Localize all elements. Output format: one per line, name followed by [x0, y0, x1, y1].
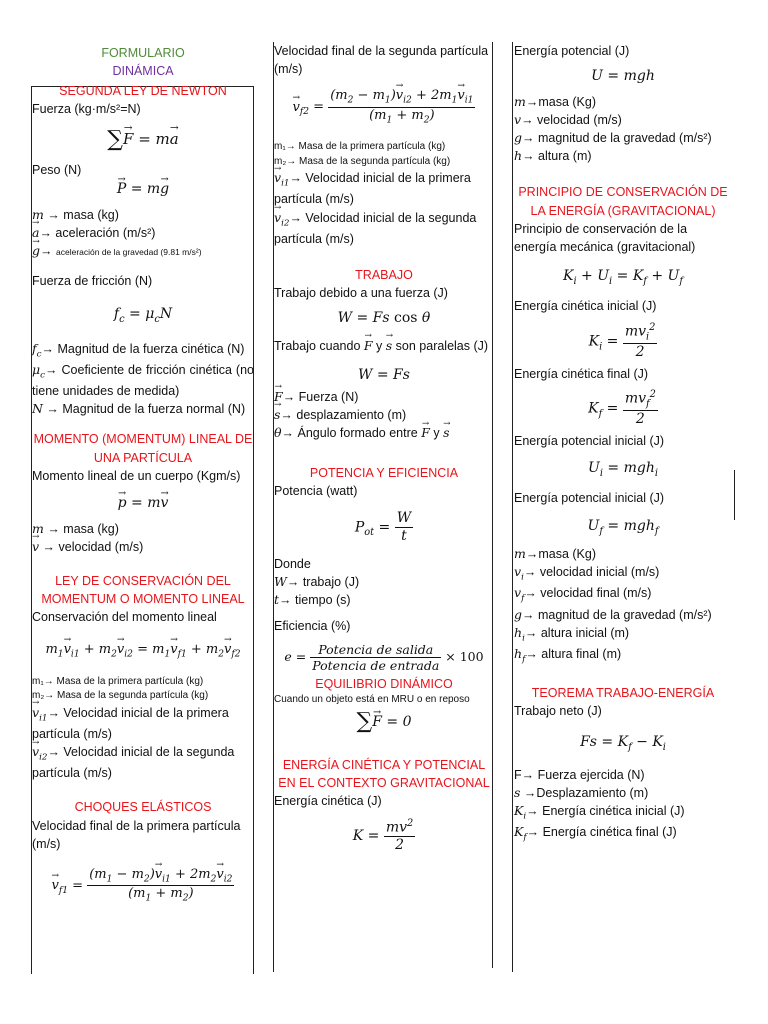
uf-label: Energía potencial inicial (J) [514, 491, 665, 506]
kf-label: Energía cinética final (J) [514, 366, 649, 381]
work-energy-def-f: F→ Fuerza ejercida (N) [514, 767, 645, 782]
collision-vf2-equation: → $v_{f2}$ = $\frac{(m_2 - m_1)\to v_{i2} + 2m_1\to v_{i1}}{(m_1 + m_2)}$ [274, 88, 494, 126]
energy-conservation-equation: $K_i + U_i = K_f + U_f$ [563, 267, 683, 287]
kinetic-equation: K = $\frac{mv^2}{2}$ [352, 817, 414, 854]
energy-def-g: g→ magnitud de la gravedad (m/s²) [514, 606, 712, 622]
work-heading: TRABAJO [355, 267, 413, 282]
friction-equation: $f_c = \mu_cN$ [113, 306, 173, 326]
collisions-label: Velocidad final de la primera partícula (m/s) [32, 818, 241, 851]
newton-heading: SEGUNDA LEY DE NEWTON [59, 84, 227, 99]
force-equation: ∑→ F = m→ a [32, 127, 254, 153]
ui-equation: $U_i = mgh_i$ [588, 459, 658, 479]
efficiency-label: Eficiencia (%) [274, 619, 351, 634]
conservation-def-m1: m₁→ Masa de la primera partícula (kg) [32, 675, 204, 687]
work-parallel-label: Trabajo cuando → F y → s son paralelas (J) [274, 337, 494, 355]
power-def-t: t→ tiempo (s) [274, 592, 351, 608]
collision-vf1-equation: → $v_{f1}$ = $\frac{(m_1 - m_2)\to v_{i1} + 2m_2\to v_{i2}}{(m_1 + m_2)}$ [32, 867, 254, 905]
work-energy-def-ki: $K_i\to$ Energía cinética inicial (J) [514, 803, 685, 822]
efficiency-equation: e = $\frac{\text{Potencia de salida}}{\text{Potencia de entrada}}$ × 100 [284, 641, 484, 673]
weight-label: Peso (N) [32, 162, 82, 177]
collisions2-def-m2: m₂→ Masa de la segunda partícula (kg) [274, 155, 451, 167]
work-energy-label: Trabajo neto (J) [514, 704, 602, 719]
potential-def-m: m→masa (Kg) [514, 93, 597, 109]
work-energy-heading: TEOREMA TRABAJO-ENERGÍA [531, 686, 715, 701]
energy-conservation-heading: PRINCIPIO DE CONSERVACIÓN DE LA ENERGÍA (GRAVITACIONAL) [518, 185, 728, 218]
equilibrium-label: Cuando un objeto está en MRU o en reposo [274, 693, 470, 705]
equilibrium-equation: ∑→ F = 0 [274, 709, 494, 735]
conservation-equation: $m_1\to v_{i1} + m_2\to v_{i2} = m_1\to v_{f1} + m_2\to v_{f2}$ [32, 642, 254, 661]
potential-label: Energía potencial (J) [514, 44, 630, 58]
energy-def-vf: $v_f\to$ velocidad final (m/s) [514, 585, 652, 604]
column-2 [274, 42, 494, 854]
work-energy-def-s: s →Desplazamiento (m) [514, 784, 649, 800]
work-def-theta: θ→ Ángulo formado entre → F y → s [274, 424, 494, 442]
power-where: Donde [274, 557, 311, 572]
conservation-heading: LEY DE CONSERVACIÓN DEL MOMENTUM O MOMENTO LINEAL [41, 573, 245, 607]
momentum-def-vel: → v → velocidad (m/s) [32, 538, 254, 556]
work-energy-def-kf: $K_f\to$ Energía cinética final (J) [514, 824, 677, 843]
potential-def-v: v→ velocidad (m/s) [514, 112, 622, 128]
momentum-def-mass: m → masa (kg) [32, 520, 119, 536]
force-label: Fuerza (kg·m/s²=N) [32, 102, 141, 117]
column-3 [514, 42, 732, 844]
work-def-f: → F→ Fuerza (N) [274, 388, 494, 406]
power-heading: POTENCIA Y EFICIENCIA [309, 466, 459, 481]
conservation-label: Conservación del momento lineal [32, 610, 217, 625]
energy-def-hf: $h_f\to$ altura final (m) [514, 645, 622, 665]
friction-def-n: N → Magnitud de la fuerza normal (N) [32, 401, 246, 417]
work-def-s: → s→ desplazamiento (m) [274, 406, 494, 424]
work-parallel-equation: W = Fs [358, 367, 410, 384]
momentum-heading: MOMENTO (MOMENTUM) LINEAL DE UNA PARTÍCULA [33, 432, 253, 465]
power-label: Potencia (watt) [274, 484, 358, 499]
energy-def-hi: $h_i\to$ altura inicial (m) [514, 624, 630, 644]
power-def-w: W→ trabajo (J) [274, 574, 360, 590]
equilibrium-heading: EQUILIBRIO DINÁMICO [315, 676, 453, 691]
potential-def-g: g→ magnitud de la gravedad (m/s²) [514, 130, 712, 146]
ui-label: Energía potencial inicial (J) [514, 433, 665, 448]
newton-def-accel: → a→ aceleración (m/s²) [32, 224, 254, 242]
potential-equation: U = mgh [591, 68, 655, 85]
kf-equation: $K_f$ = $\frac{mv_f^2}{2}$ [588, 388, 656, 427]
energy-def-vi: $v_i\to$ velocidad inicial (m/s) [514, 564, 660, 583]
momentum-equation: → p = m→ v [32, 495, 254, 512]
column-1 [32, 42, 254, 905]
collisions2-def-m1: m₁→ Masa de la primera partícula (kg) [274, 141, 446, 153]
momentum-label: Momento lineal de un cuerpo (Kgm/s) [32, 468, 241, 483]
weight-equation: → P = m→ g [32, 181, 254, 198]
uf-equation: $U_f = mgh_f$ [587, 517, 659, 537]
conservation-def-vi2: → $v_{i2}\to$ Velocidad inicial de la segunda partícula (m/s) [32, 743, 254, 782]
sheet-subtitle: DINÁMICA [112, 64, 174, 79]
energy-heading: ENERGÍA CINÉTICA Y POTENCIAL EN EL CONTEXTO GRAVITACIONAL [278, 757, 490, 790]
newton-def-gravity: → g→ aceleración de la gravedad (9.81 m/s²) [32, 242, 254, 260]
work-energy-equation: $Fs = K_f - K_i$ [580, 734, 666, 754]
friction-def-mu: $\mu_c\to$ Coeficiente de fricción cinética (no tiene unidades de medida) [32, 362, 254, 399]
energy-def-m: m→masa (Kg) [514, 546, 597, 562]
work-label: Trabajo debido a una fuerza (J) [274, 286, 448, 300]
power-equation: $P_{ot}$ = $\frac{W}{t}$ [354, 510, 412, 545]
col3-left-border [512, 42, 513, 972]
friction-label: Fuerza de fricción (N) [32, 274, 153, 289]
work-equation: W = Fs cos θ [337, 310, 431, 327]
potential-def-h: h→ altura (m) [514, 148, 592, 164]
collisions2-label: Velocidad final de la segunda partícula (m/s) [274, 44, 489, 77]
sheet-title: FORMULARIO [101, 46, 185, 60]
collisions-heading: CHOQUES ELÁSTICOS [74, 800, 212, 815]
conservation-def-vi1: → $v_{i1}\to$ Velocidad inicial de la primera partícula (m/s) [32, 704, 254, 743]
friction-def-fc: $f_c\to$ Magnitud de la fuerza cinética (N) [32, 340, 245, 360]
collisions2-def-vi1: → $v_{i1}\to$ Velocidad inicial de la primera partícula (m/s) [274, 169, 494, 208]
collisions2-def-vi2: → $v_{i2}\to$ Velocidad inicial de la segunda partícula (m/s) [274, 209, 494, 248]
col3-right-border [734, 470, 735, 520]
kinetic-label: Energía cinética (J) [274, 793, 382, 808]
ki-equation: $K_i$ = $\frac{mv_i^2}{2}$ [588, 321, 656, 360]
newton-def-mass: m → masa (kg) [32, 206, 119, 222]
ki-label: Energía cinética inicial (J) [514, 299, 657, 314]
conservation-def-m2: m₂→ Masa de la segunda partícula (kg) [32, 690, 209, 702]
energy-conservation-label: Principio de conservación de la energía mecánica (gravitacional) [514, 221, 696, 254]
